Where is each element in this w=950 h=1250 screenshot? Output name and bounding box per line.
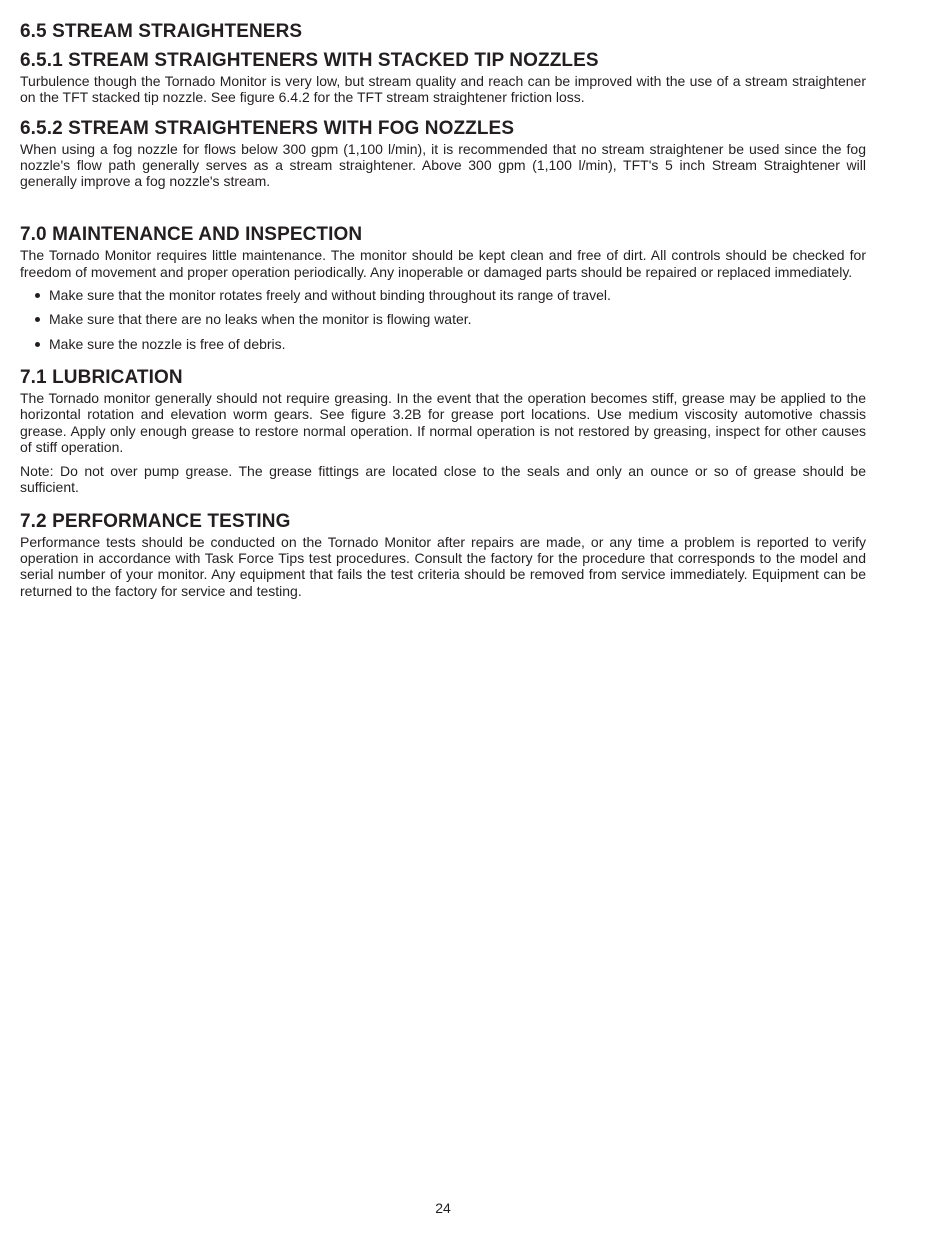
section-body-7-0: The Tornado Monitor requires little maintenance. The monitor should be kept clean and free of dirt. All controls should be checked for freedom of movement and proper operation periodically. Any inoperable or damaged parts should be repaired or replaced immediately. xyxy=(20,247,866,280)
maintenance-checklist xyxy=(20,287,866,352)
list-item xyxy=(20,287,866,303)
section-heading-7-1: 7.1 LUBRICATION xyxy=(20,366,183,388)
section-heading-7-0: 7.0 MAINTENANCE AND INSPECTION xyxy=(20,224,363,246)
bullet-icon xyxy=(35,293,40,298)
section-heading-7-2: 7.2 PERFORMANCE TESTING xyxy=(20,510,291,532)
page-number: 24 xyxy=(435,1200,451,1216)
section-body-6-5-1: Turbulence though the Tornado Monitor is very low, but stream quality and reach can be improved with the use of a stream straightener on the TFT stacked tip nozzle. See figure 6.4.2 for the TFT stream straightener friction loss. xyxy=(20,73,866,106)
section-heading-6-5-2: 6.5.2 STREAM STRAIGHTENERS WITH FOG NOZZLES xyxy=(20,117,515,139)
document-page xyxy=(20,20,866,599)
list-item xyxy=(20,311,866,327)
list-item-text: Make sure that the monitor rotates freely and without binding throughout its range of travel. xyxy=(49,287,611,304)
lubrication-note: Note: Do not over pump grease. The grease fittings are located close to the seals and only an ounce or so of grease should be sufficient. xyxy=(20,463,866,496)
list-item xyxy=(20,336,866,352)
section-body-6-5-2: When using a fog nozzle for flows below 300 gpm (1,100 l/min), it is recommended that no stream straightener be used since the fog nozzle's flow path generally serves as a stream straightener. Above 300 gpm (1,100 l/min), TFT's 5 inch Stream Straightener will generally improve a fog nozzle's stream. xyxy=(20,140,866,190)
section-heading-6-5: 6.5 STREAM STRAIGHTENERS xyxy=(20,21,303,42)
section-body-7-1: The Tornado monitor generally should not require greasing. In the event that the operation becomes stiff, grease may be applied to the horizontal rotation and elevation worm gears. See figure 3.2B for grease port locations. Use medium viscosity automotive chassis grease. Apply only enough grease to restore normal operation. If normal operation is not restored by greasing, inspect for other causes of stiff operation. xyxy=(20,389,866,455)
list-item-text: Make sure that there are no leaks when the monitor is flowing water. xyxy=(49,311,472,328)
bullet-icon xyxy=(35,317,40,322)
section-heading-6-5-1: 6.5.1 STREAM STRAIGHTENERS WITH STACKED TIP NOZZLES xyxy=(20,50,599,71)
list-item-text: Make sure the nozzle is free of debris. xyxy=(49,335,286,352)
bullet-icon xyxy=(35,342,40,347)
section-body-7-2: Performance tests should be conducted on the Tornado Monitor after repairs are made, or any time a problem is reported to verify operation in accordance with Task Force Tips test procedures. Consult the factory for the procedure that corresponds to the model and serial number of your monitor. Any equipment that fails the test criteria should be removed from service immediately. Equipment can be returned to the factory for service and testing. xyxy=(20,533,866,599)
